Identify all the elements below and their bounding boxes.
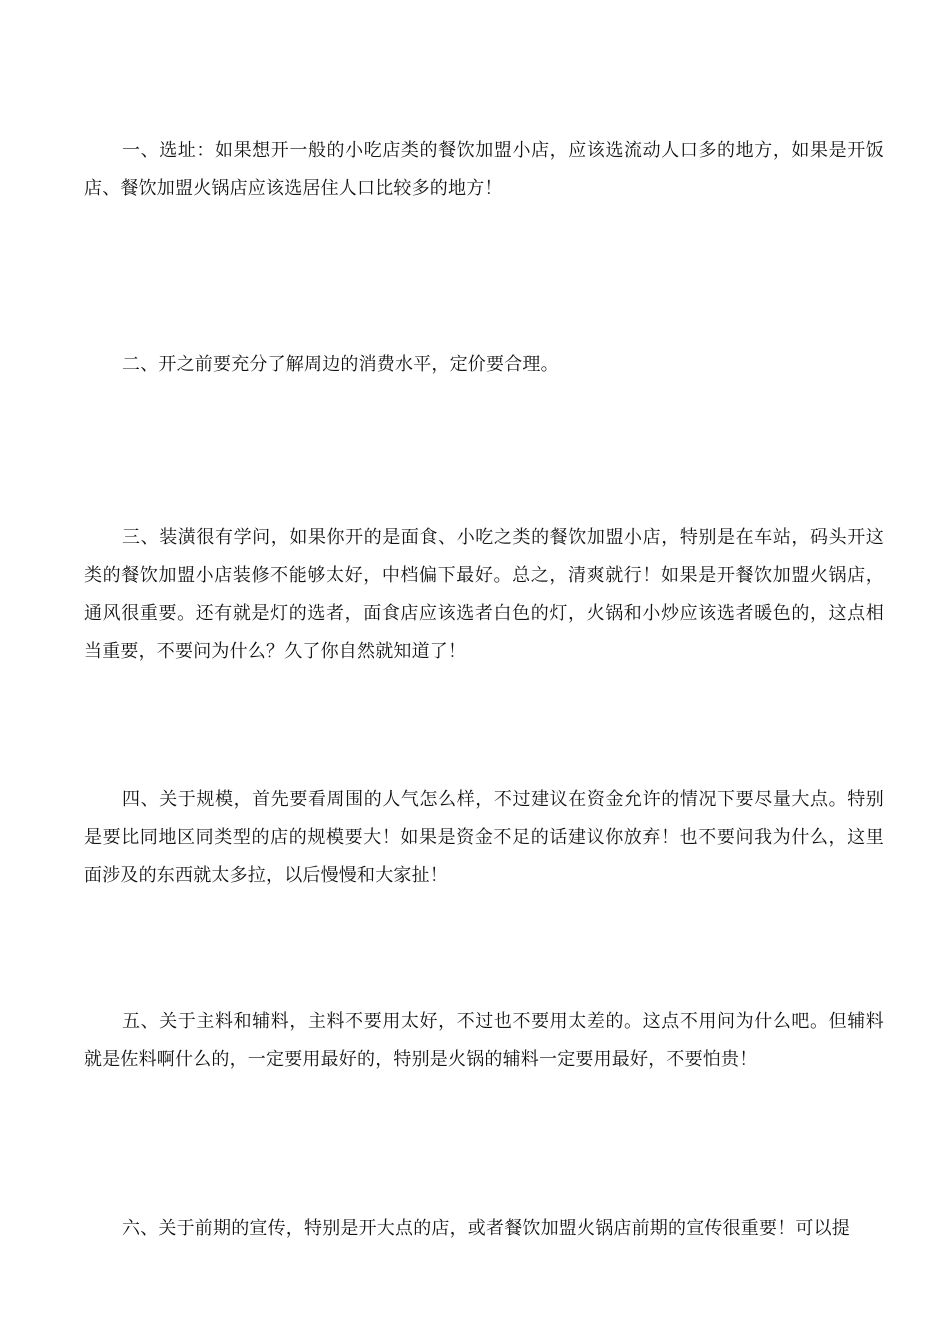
paragraph-pricing: 二、开之前要充分了解周边的消费水平，定价要合理。 — [122, 354, 559, 375]
paragraph-promotion: 六、关于前期的宣传，特别是开大点的店，或者餐饮加盟火锅店前期的宣传很重要！可以提 — [122, 1218, 850, 1239]
paragraph-ingredients: 五、关于主料和辅料，主料不要用太好，不过也不要用太差的。这点不用问为什么吧。但辅料就是佐料啊什么的，一定要用最好的，特别是火锅的辅料一定要用最好，不要怕贵！ — [84, 1011, 884, 1070]
paragraph-location: 一、选址：如果想开一般的小吃店类的餐饮加盟小店，应该选流动人口多的地方，如果是开饭店、餐饮加盟火锅店应该选居住人口比较多的地方！ — [84, 140, 884, 199]
paragraph-scale: 四、关于规模，首先要看周围的人气怎么样，不过建议在资金允许的情况下要尽量大点。特别是要比同地区同类型的店的规模要大！如果是资金不足的话建议你放弃！也不要问我为什么，这里面涉及的东西就太多拉，以后慢慢和大家扯！ — [84, 789, 884, 886]
paragraph-decoration: 三、装潢很有学问，如果你开的是面食、小吃之类的餐饮加盟小店，特别是在车站，码头开这类的餐饮加盟小店装修不能够太好，中档偏下最好。总之，清爽就行！如果是开餐饮加盟火锅店，通风很重要。还有就是灯的选者，面食店应该选者白色的灯，火锅和小炒应该选者暖色的，这点相当重要，不要问为什么？久了你自然就知道了！ — [84, 527, 884, 662]
